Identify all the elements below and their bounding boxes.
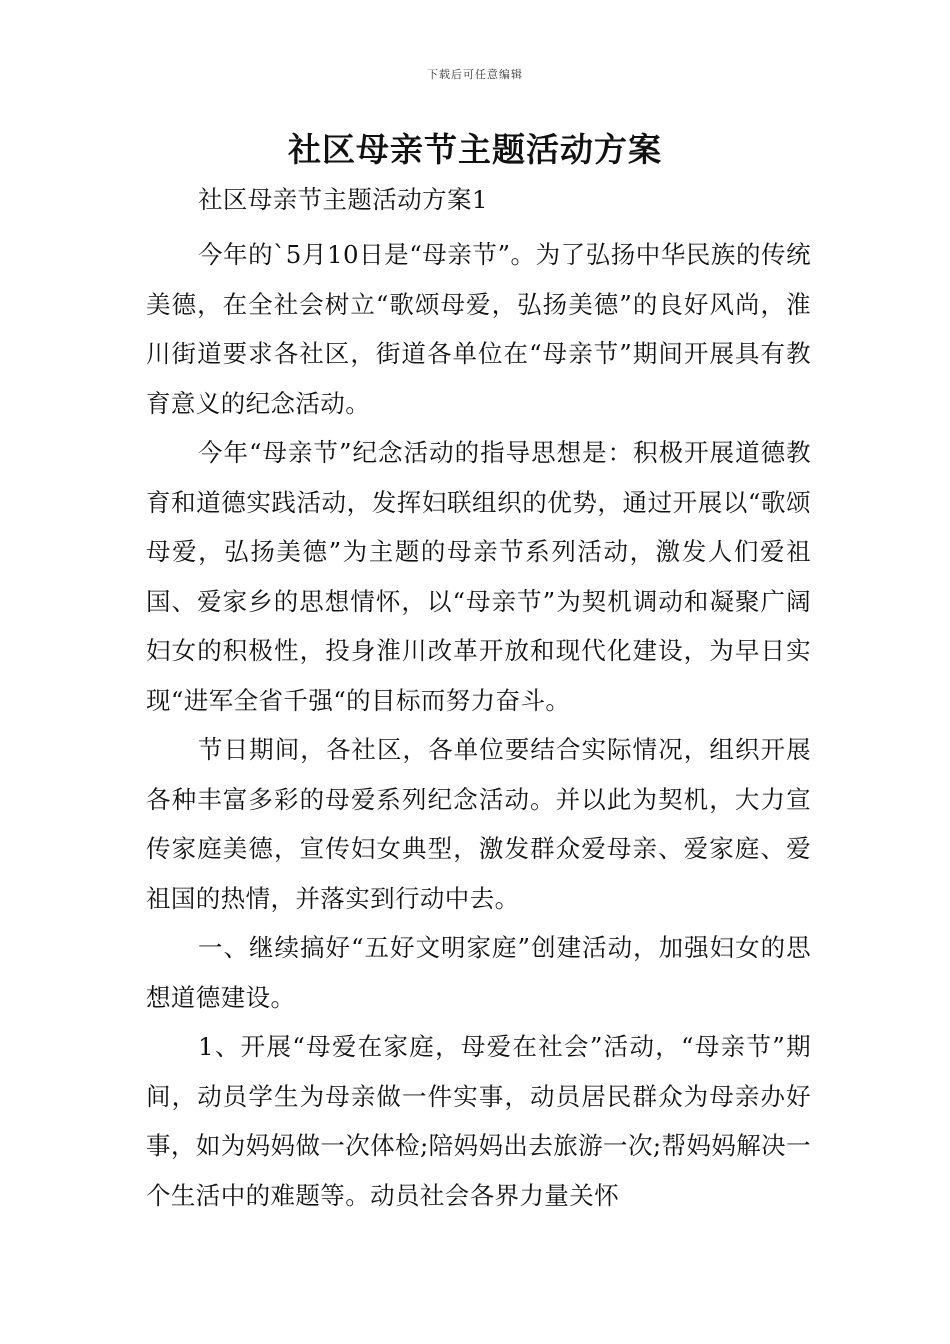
paragraph: 一、继续搞好“五好文明家庭”创建活动，加强妇女的思想道德建设。 (146, 933, 811, 1012)
paragraph: 今年“母亲节”纪念活动的指导思想是：积极开展道德教育和道德实践活动，发挥妇联组织的优势，通过开展以“歌颂母爱，弘扬美德”为主题的母亲节系列活动，激发人们爱祖国、爱家乡的思想情怀，以“母亲节”为契机调动和凝聚广阔妇女的积极性，投身淮川改革开放和现代化建设，为早日实现“进军全省千强“的目标而努力奋斗。 (146, 438, 811, 715)
paragraph: 1、开展“母爱在家庭，母爱在社会”活动，“母亲节”期间，动员学生为母亲做一件实事，动员居民群众为母亲办好事，如为妈妈做一次体检;陪妈妈出去旅游一次;帮妈妈解决一个生活中的难题等。动员社会各界力量关怀 (146, 1032, 811, 1210)
paragraph: 今年的`5月10日是“母亲节”。为了弘扬中华民族的传统美德，在全社会树立“歌颂母爱，弘扬美德”的良好风尚，淮川街道要求各社区，街道各单位在“母亲节”期间开展具有教育意义的纪念活动。 (146, 240, 811, 418)
paragraph: 节日期间，各社区，各单位要结合实际情况，组织开展各种丰富多彩的母爱系列纪念活动。并以此为契机，大力宣传家庭美德，宣传妇女典型，激发群众爱母亲、爱家庭、爱祖国的热情，并落实到行动中去。 (146, 735, 811, 913)
section-subtitle: 社区母亲节主题活动方案1 (198, 185, 488, 214)
document-title: 社区母亲节主题活动方案 (288, 130, 662, 169)
header-note: 下载后可任意编辑 (427, 68, 523, 81)
document-body (146, 180, 811, 1220)
